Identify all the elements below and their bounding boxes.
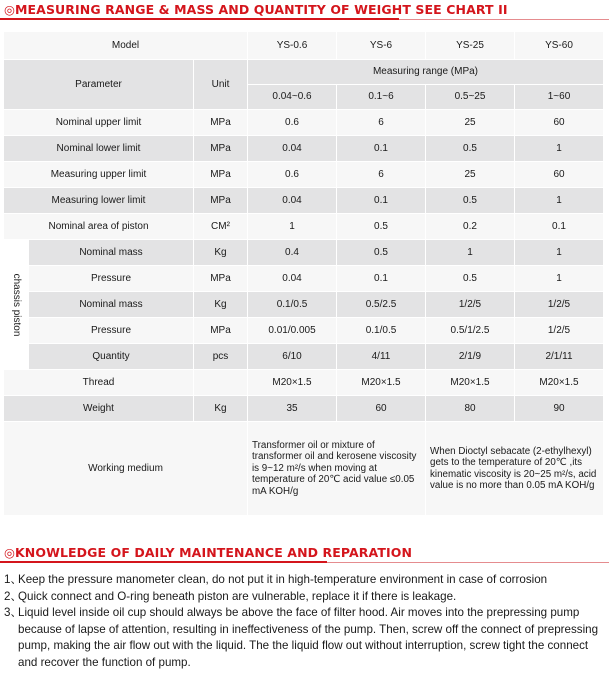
value-cell: 0.5/2.5 (337, 292, 426, 318)
value-cell: 60 (337, 396, 426, 422)
table-row (4, 344, 604, 370)
value-cell: 0.5 (426, 136, 515, 162)
list-item-text: Liquid level inside oil cup should always be above the face of filter hood. Air moves into the prepressing pump because of lapse of attention, resulting in ineffectiveness of the pump. Then, screw off the connect of prepressing pump, making the air flow out with the liquid. The the liquid flow out without interruption, screw tight the connect and recover the function of pump. (18, 606, 599, 669)
value-cell: 1 (515, 266, 604, 292)
range-cell: 1~60 (515, 85, 604, 110)
row-label: Pressure (29, 318, 194, 344)
model-cell: YS-0.6 (248, 32, 337, 60)
chassis-piston-label: chassis piston (4, 240, 29, 370)
section-title: ◎KNOWLEDGE OF DAILY MAINTENANCE AND REPARATION (4, 545, 412, 560)
row-label: Pressure (29, 266, 194, 292)
value-cell: 0.4 (248, 240, 337, 266)
table-row (4, 214, 604, 240)
value-cell: 0.1/0.5 (248, 292, 337, 318)
value-cell: 0.6 (248, 110, 337, 136)
value-cell: 1/2/5 (426, 292, 515, 318)
value-cell: 0.1 (337, 136, 426, 162)
table-row (4, 136, 604, 162)
table-row (4, 188, 604, 214)
row-label: Working medium (4, 422, 248, 516)
spec-table (3, 31, 604, 516)
list-item-number: 3、 (4, 606, 23, 619)
section-header-maintenance (0, 543, 609, 565)
value-cell: 6 (337, 110, 426, 136)
list-item-number: 2、 (4, 589, 23, 603)
range-cell: 0.04~0.6 (248, 85, 337, 110)
section-header-measuring-range (0, 0, 609, 22)
row-unit: Kg (194, 396, 248, 422)
value-cell: 2/1/11 (515, 344, 604, 370)
value-cell: 1 (515, 240, 604, 266)
working-medium-left: Transformer oil or mixture of transformer oil and kerosene viscosity is 9~12 m²/s when moving at temperature of 20℃ acid value ≤0.05 mA KOH/g (248, 422, 426, 516)
parameter-label: Parameter (4, 60, 194, 110)
table-row (4, 292, 604, 318)
value-cell: M20×1.5 (248, 370, 337, 396)
table-row (4, 370, 604, 396)
title-underline-extension (327, 562, 609, 563)
value-cell: 0.6 (248, 162, 337, 188)
row-label: Quantity (29, 344, 194, 370)
table-row (4, 422, 604, 516)
value-cell: 0.5 (337, 240, 426, 266)
row-unit: Kg (194, 240, 248, 266)
value-cell: 0.5 (337, 214, 426, 240)
value-cell: 0.1/0.5 (337, 318, 426, 344)
row-label: Nominal mass (29, 292, 194, 318)
value-cell: 0.1 (337, 188, 426, 214)
title-underline (0, 18, 399, 20)
unit-label: Unit (194, 60, 248, 110)
value-cell: 60 (515, 162, 604, 188)
table-row (4, 110, 604, 136)
row-unit: Kg (194, 292, 248, 318)
title-underline (0, 561, 327, 563)
value-cell: 0.04 (248, 136, 337, 162)
working-medium-right: When Dioctyl sebacate (2-ethylhexyl) gets to the temperature of 20℃ ,its kinematic viscosity is 20~25 m²/s, acid value is no more than 0.05 mA KOH/g (426, 422, 604, 516)
row-unit (194, 370, 248, 396)
row-label: Nominal mass (29, 240, 194, 266)
row-unit: MPa (194, 162, 248, 188)
table-row (4, 240, 604, 266)
model-cell: YS-60 (515, 32, 604, 60)
range-cell: 0.5~25 (426, 85, 515, 110)
section-title: ◎MEASURING RANGE & MASS AND QUANTITY OF WEIGHT SEE CHART II (4, 2, 508, 17)
value-cell: M20×1.5 (337, 370, 426, 396)
value-cell: 0.5 (426, 188, 515, 214)
list-item (4, 589, 606, 606)
model-cell: YS-6 (337, 32, 426, 60)
table-row (4, 266, 604, 292)
value-cell: 0.01/0.005 (248, 318, 337, 344)
value-cell: 1 (426, 240, 515, 266)
list-item-text: Keep the pressure manometer clean, do not put it in high-temperature environment in case of corrosion (18, 573, 548, 586)
row-label: Thread (4, 370, 194, 396)
value-cell: 80 (426, 396, 515, 422)
row-unit: pcs (194, 344, 248, 370)
list-item-text: Quick connect and O-ring beneath piston are vulnerable, replace it if there is leakage. (18, 589, 457, 603)
maintenance-notes (4, 572, 606, 671)
row-label: Nominal lower limit (4, 136, 194, 162)
row-label: Measuring upper limit (4, 162, 194, 188)
value-cell: 6 (337, 162, 426, 188)
value-cell: 0.5 (426, 266, 515, 292)
table-row (4, 162, 604, 188)
value-cell: M20×1.5 (426, 370, 515, 396)
value-cell: 0.04 (248, 188, 337, 214)
value-cell: 1/2/5 (515, 292, 604, 318)
value-cell: 0.1 (515, 214, 604, 240)
model-cell: YS-25 (426, 32, 515, 60)
row-unit: MPa (194, 188, 248, 214)
value-cell: 60 (515, 110, 604, 136)
row-label: Nominal upper limit (4, 110, 194, 136)
row-label: Weight (4, 396, 194, 422)
row-unit: MPa (194, 136, 248, 162)
value-cell: 2/1/9 (426, 344, 515, 370)
range-cell: 0.1~6 (337, 85, 426, 110)
value-cell: 35 (248, 396, 337, 422)
title-underline-extension (399, 19, 609, 20)
table-row (4, 396, 604, 422)
value-cell: 25 (426, 162, 515, 188)
value-cell: 1/2/5 (515, 318, 604, 344)
row-label: Nominal area of piston (4, 214, 194, 240)
value-cell: 0.1 (337, 266, 426, 292)
row-label: Measuring lower limit (4, 188, 194, 214)
measuring-range-label: Measuring range (MPa) (248, 60, 604, 85)
list-item (4, 572, 606, 589)
row-unit: CM² (194, 214, 248, 240)
value-cell: 0.5/1/2.5 (426, 318, 515, 344)
value-cell: 0.2 (426, 214, 515, 240)
value-cell: 0.04 (248, 266, 337, 292)
list-item-number: 1、 (4, 573, 23, 586)
value-cell: 1 (248, 214, 337, 240)
value-cell: 90 (515, 396, 604, 422)
model-label: Model (4, 32, 248, 60)
row-unit: MPa (194, 318, 248, 344)
value-cell: 6/10 (248, 344, 337, 370)
value-cell: M20×1.5 (515, 370, 604, 396)
row-unit: MPa (194, 110, 248, 136)
value-cell: 1 (515, 188, 604, 214)
table-row (4, 318, 604, 344)
value-cell: 25 (426, 110, 515, 136)
row-unit: MPa (194, 266, 248, 292)
value-cell: 1 (515, 136, 604, 162)
list-item (4, 605, 606, 671)
value-cell: 4/11 (337, 344, 426, 370)
